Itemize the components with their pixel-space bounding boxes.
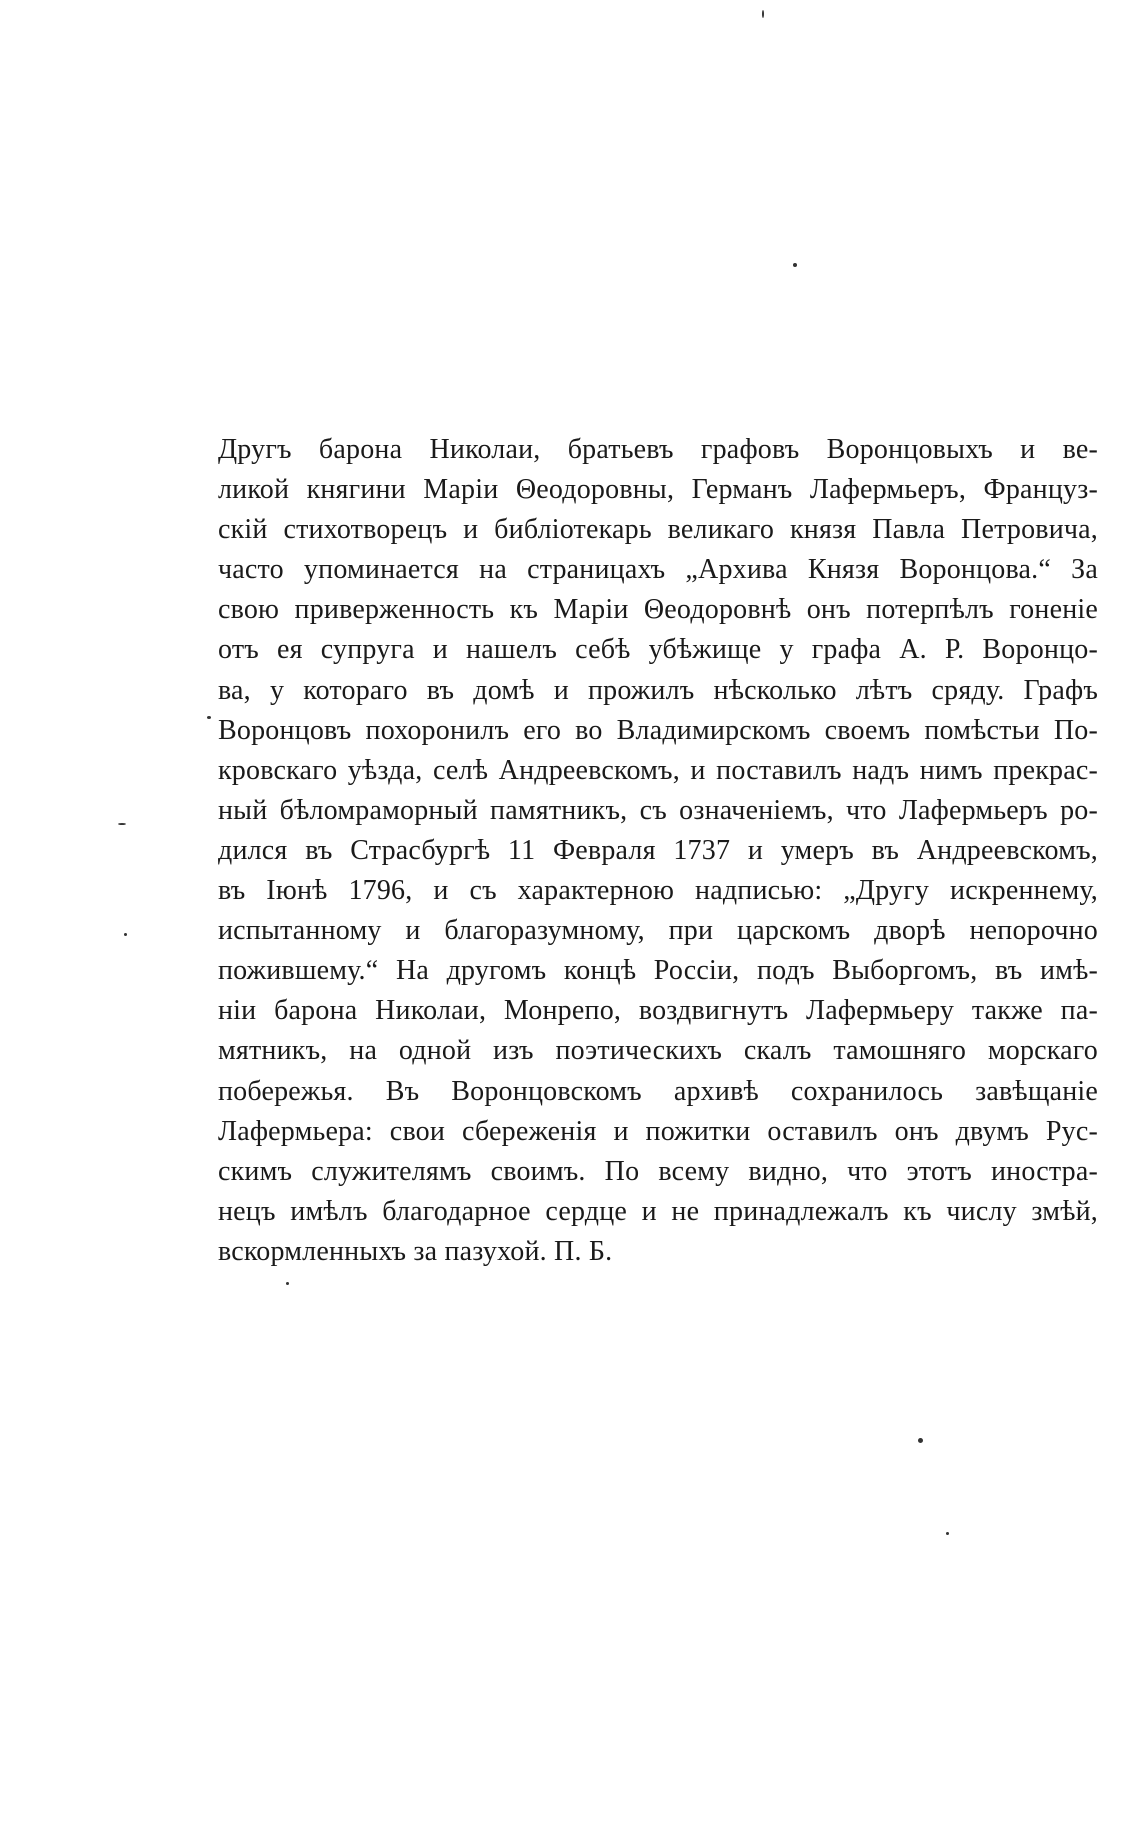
scan-speck [118, 823, 126, 825]
scan-speck [124, 933, 127, 936]
text-line: скимъ служителямъ своимъ. По всему видно, что этотъ иностра- [218, 1155, 1098, 1187]
scan-speck [286, 1282, 289, 1285]
text-line: ликой княгини Маріи Θеодоровны, Германъ Лафермьеръ, Француз- [218, 474, 1098, 506]
text-line: ніи барона Николаи, Монрепо, воздвигнутъ Лафермьеру также па- [218, 995, 1098, 1027]
text-line: отъ ея супруга и нашелъ себѣ убѣжище у графа А. Р. Воронцо- [218, 634, 1098, 666]
scan-speck [762, 10, 764, 18]
text-line: ва, у котораго въ домѣ и прожилъ нѣсколько лѣтъ сряду. Графъ [218, 674, 1098, 706]
text-line: пожившему.“ На другомъ концѣ Россіи, подъ Выборгомъ, въ имѣ- [218, 955, 1098, 987]
text-line: кровскаго уѣзда, селѣ Андреевскомъ, и поставилъ надъ нимъ прекрас- [218, 754, 1098, 786]
text-line: мятникъ, на одной изъ поэтическихъ скалъ тамошняго морскаго [218, 1035, 1098, 1067]
text-line: побережья. Въ Воронцовскомъ архивѣ сохранилось завѣщаніе [218, 1075, 1098, 1107]
text-line: Лафермьера: свои сбереженія и пожитки оставилъ онъ двумъ Рус- [218, 1115, 1098, 1147]
text-line: ный бѣломраморный памятникъ, съ означеніемъ, что Лафермьеръ ро- [218, 794, 1098, 826]
text-line: часто упоминается на страницахъ „Архива Князя Воронцова.“ За [218, 554, 1098, 586]
text-line: дился въ Страсбургѣ 11 Февраля 1737 и умеръ въ Андреевскомъ, [218, 834, 1098, 866]
text-line: скій стихотворецъ и библіотекарь великаго князя Павла Петровича, [218, 514, 1098, 546]
scan-speck [207, 716, 211, 719]
text-line: нецъ имѣлъ благодарное сердце и не принадлежалъ къ числу змѣй, [218, 1195, 1098, 1227]
text-line: Другъ барона Николаи, братьевъ графовъ Воронцовыхъ и ве- [218, 434, 1098, 465]
text-line-signature: вскормленныхъ за пазухой. П. Б. [218, 1235, 613, 1267]
scan-speck [946, 1532, 949, 1535]
scan-speck [918, 1438, 923, 1443]
text-line: испытанному и благоразумному, при царскомъ дворѣ непорочно [218, 915, 1098, 947]
text-line: свою приверженность къ Маріи Θеодоровнѣ онъ потерпѣлъ гоненіе [218, 594, 1098, 626]
text-line: въ Іюнѣ 1796, и съ характерною надписью: „Другу искреннему, [218, 875, 1098, 907]
scan-speck [793, 263, 797, 267]
body-paragraph [218, 430, 1098, 1272]
text-line: Воронцовъ похоронилъ его во Владимирскомъ своемъ помѣстьи По- [218, 714, 1098, 746]
